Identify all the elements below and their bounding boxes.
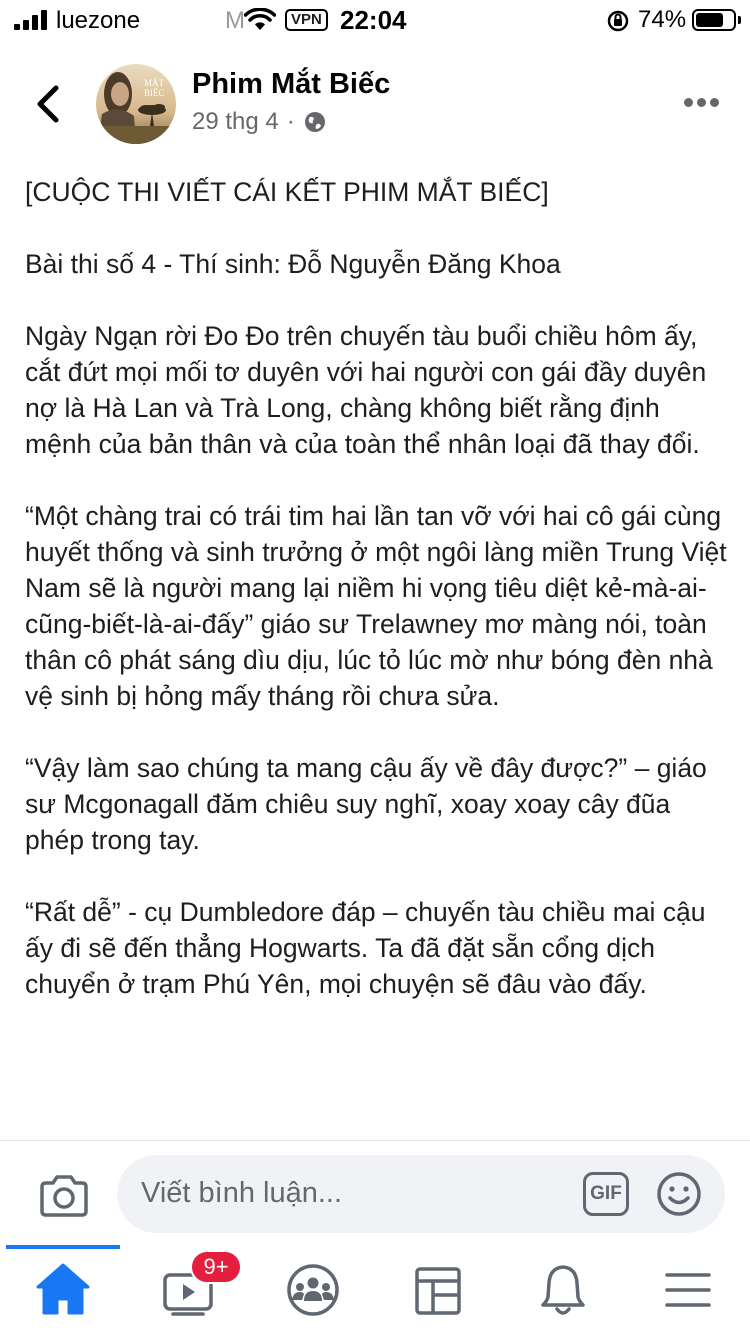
comment-input[interactable]: [117, 1155, 725, 1233]
home-icon[interactable]: [28, 1259, 98, 1321]
post-paragraph: “Rất dễ” - cụ Dumbledore đáp – chuyến tàu chiều mai cậu ấy đi sẽ đến thẳng Hogwarts. Ta đã đặt sẵn cổng dịch chuyển ở trạm Phú Yên, mọi chuyện sẽ đâu vào đấy.: [25, 897, 706, 999]
comment-bar: [0, 1140, 750, 1245]
groups-icon[interactable]: [278, 1259, 348, 1321]
post-paragraph: “Vậy làm sao chúng ta mang cậu ấy về đây được?” – giáo sư Mcgonagall đăm chiêu suy nghĩ, xoay xoay cây đũa phép trong tay.: [25, 753, 707, 855]
gif-button[interactable]: GIF: [583, 1172, 629, 1216]
signal-icon: [14, 10, 50, 30]
clock: 22:04: [340, 5, 407, 35]
battery-percentage: 74%: [638, 6, 687, 33]
meta-separator: ·: [286, 108, 295, 135]
emoji-icon[interactable]: [656, 1171, 702, 1217]
page-avatar[interactable]: [96, 64, 176, 144]
camera-icon[interactable]: [38, 1173, 90, 1219]
comment-placeholder: Viết bình luận...: [141, 1177, 343, 1209]
post-paragraph: Ngày Ngạn rời Đo Đo trên chuyến tàu buổi chiều hôm ấy, cắt đứt mọi mối tơ duyên với hai người con gái đầy duyên nợ là Hà Lan và Trà Long, chàng không biết rằng định mệnh của bản thân và của toàn thể nhân loại đã thay đổi.: [25, 321, 707, 459]
post-content: [25, 174, 730, 1038]
globe-icon: [303, 110, 327, 134]
carrier-name: luezone: [56, 7, 141, 34]
video-notification-badge: 9+: [190, 1250, 242, 1284]
movie-poster-image: [96, 64, 176, 144]
battery-icon: [692, 9, 736, 31]
carrier-overflow: M: [225, 7, 245, 34]
avatar-logo-text-2: BIẾC: [144, 88, 165, 98]
battery-level: [696, 13, 723, 27]
rotation-lock-icon: [606, 9, 630, 33]
active-tab-indicator: [6, 1245, 120, 1249]
post-date[interactable]: 29 thg 4: [192, 108, 279, 135]
post-paragraph: Bài thi số 4 - Thí sinh: Đỗ Nguyễn Đăng Khoa: [25, 249, 561, 279]
post-paragraph: “Một chàng trai có trái tim hai lần tan vỡ với hai cô gái cùng huyết thống và sinh trưởng ở một ngôi làng miền Trung Việt Nam sẽ là người mang lại niềm hi vọng tiêu diệt kẻ-mà-ai-cũng-biết-là-ai-đấy” giáo sư Trelawney mơ màng nói, toàn thân cô phát sáng dìu dịu, lúc tỏ lúc mờ như bóng đèn nhà vệ sinh bị hỏng mấy tháng rồi chưa sửa.: [25, 501, 727, 711]
post-meta: [192, 108, 327, 136]
back-button[interactable]: [30, 82, 70, 126]
tab-bar: [0, 1245, 750, 1334]
post-paragraph: [CUỘC THI VIẾT CÁI KẾT PHIM MẮT BIẾC]: [25, 177, 549, 207]
status-bar: [0, 0, 750, 40]
vpn-badge: VPN: [285, 9, 328, 31]
more-options-button[interactable]: [684, 96, 720, 110]
page-name[interactable]: Phim Mắt Biếc: [192, 68, 391, 100]
pages-icon[interactable]: [403, 1259, 473, 1321]
battery-tip: [738, 16, 741, 24]
avatar-logo-text: MẮT: [144, 78, 164, 88]
wifi-icon: [244, 8, 276, 32]
menu-icon[interactable]: [653, 1259, 723, 1321]
bell-icon[interactable]: [528, 1259, 598, 1321]
